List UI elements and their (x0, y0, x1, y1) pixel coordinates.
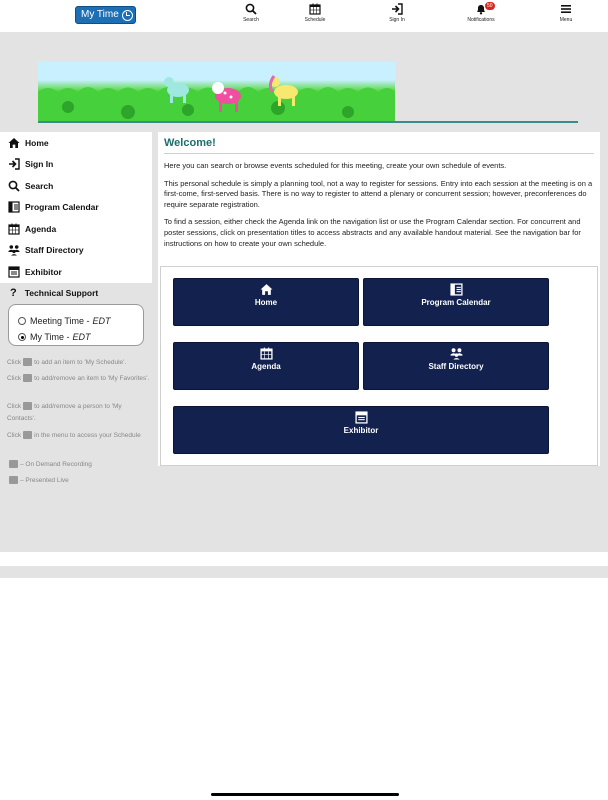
program-calendar-icon (450, 283, 463, 296)
nav-search[interactable] (221, 3, 281, 23)
meeting-banner (38, 62, 395, 122)
help-text: Click (7, 432, 22, 439)
nav-schedule-label: Schedule (304, 17, 326, 23)
sidebar-item-exhibitor[interactable] (0, 261, 152, 283)
timezone-label: Meeting Time - (30, 316, 90, 326)
sidebar-nav (0, 132, 152, 283)
tile-label: Agenda (251, 362, 281, 371)
find-session-paragraph: To find a session, either check the Agenda link on the navigation list or use the Program Calendar section. For concurrent and poster sessions, click on presentation titles to access abstracts and any available handout material. See the navigation bar for instructions on how to create your own schedule. (164, 217, 581, 248)
help-text: in the menu to access your Schedule (34, 432, 141, 439)
help-text: – On Demand Recording (20, 461, 92, 468)
tile-home[interactable] (173, 278, 359, 326)
sidebar-item-sign-in[interactable] (0, 154, 152, 176)
ponies-banner-image (38, 62, 395, 122)
sidebar-item-program-calendar[interactable] (0, 197, 152, 219)
timezone-selector (8, 304, 144, 346)
help-text: – Presented Live (20, 477, 69, 484)
help-access-schedule (7, 430, 152, 442)
program-calendar-icon (8, 201, 20, 213)
agenda-icon (260, 347, 273, 360)
technical-support-label: Technical Support (24, 288, 99, 298)
nav-sign-in-label: Sign In (389, 17, 405, 23)
tile-label: Exhibitor (343, 426, 379, 435)
tile-label: Home (254, 298, 278, 307)
help-add-contacts (7, 401, 152, 425)
nav-sign-in[interactable] (367, 3, 427, 23)
exhibitor-icon (355, 411, 368, 424)
search-icon (8, 180, 20, 192)
top-bar (0, 0, 608, 32)
nav-notifications[interactable] (451, 3, 511, 23)
page-title: Welcome! (164, 132, 594, 154)
staff-directory-icon (450, 347, 463, 360)
nav-menu[interactable] (536, 3, 596, 23)
technical-support-link[interactable] (10, 287, 98, 299)
help-text: to add an item to 'My Schedule'. (34, 359, 127, 366)
timezone-option-my-time[interactable] (18, 329, 143, 345)
timezone-option-meeting[interactable] (18, 313, 143, 329)
sidebar-item-label: Agenda (25, 223, 57, 234)
calendar-icon (309, 3, 321, 15)
tile-exhibitor[interactable] (173, 406, 549, 454)
presentation-icon (9, 476, 18, 484)
help-text: Click (7, 403, 22, 410)
home-icon (8, 137, 20, 149)
nav-menu-label: Menu (559, 17, 573, 23)
radio-meeting-time[interactable] (18, 317, 26, 325)
intro-paragraph: Here you can search or browse events scheduled for this meeting, create your own schedule of events. (164, 161, 507, 170)
timezone-zone: EDT (92, 316, 111, 326)
sidebar-item-label: Exhibitor (25, 266, 62, 277)
hamburger-icon (560, 3, 572, 15)
help-on-demand (7, 459, 152, 471)
sidebar-item-label: Sign In (25, 159, 54, 170)
sign-in-icon (391, 3, 403, 15)
schedule-icon (23, 431, 32, 439)
video-camera-icon (9, 460, 18, 468)
banner-divider (38, 121, 578, 123)
sidebar-item-home[interactable] (0, 132, 152, 154)
help-add-favorites (7, 373, 152, 385)
sidebar-item-label: Home (25, 137, 49, 148)
help-text: to add/remove a person to 'My Contacts'. (7, 403, 122, 422)
sidebar-item-label: Search (25, 180, 54, 191)
home-icon (260, 283, 273, 296)
footer-strip (0, 566, 608, 578)
notification-badge: 50 (487, 3, 493, 9)
main-content (158, 132, 600, 466)
sidebar-item-staff-directory[interactable] (0, 240, 152, 262)
help-presented-live (7, 475, 152, 487)
sidebar-item-label: Program Calendar (25, 202, 99, 213)
sidebar-item-agenda[interactable] (0, 218, 152, 240)
agenda-icon (8, 223, 20, 235)
star-icon (23, 374, 32, 382)
question-icon: ? (10, 287, 17, 299)
tile-label: Program Calendar (421, 298, 491, 307)
help-text: Click (7, 359, 22, 366)
nav-notifications-label: Notifications (467, 17, 495, 23)
sign-in-icon (8, 158, 20, 170)
radio-my-time[interactable] (18, 333, 26, 341)
tile-staff-directory[interactable] (363, 342, 549, 390)
timezone-label: My Time - (30, 332, 70, 342)
tile-program-calendar[interactable] (363, 278, 549, 326)
exhibitor-icon (8, 266, 20, 278)
nav-schedule[interactable] (285, 3, 345, 23)
help-text: Click (7, 375, 22, 382)
home-indicator (211, 793, 399, 796)
tile-label: Staff Directory (428, 362, 484, 371)
plus-icon (23, 358, 32, 366)
my-time-label: My Time (81, 9, 119, 20)
tile-agenda[interactable] (173, 342, 359, 390)
person-icon (23, 402, 32, 410)
sidebar-item-label: Staff Directory (25, 245, 84, 256)
sidebar-item-search[interactable] (0, 175, 152, 197)
help-add-schedule (7, 357, 152, 369)
help-text: to add/remove an item to 'My Favorites'. (34, 375, 150, 382)
my-time-button[interactable] (75, 6, 136, 24)
search-icon (245, 3, 257, 15)
timezone-zone: EDT (72, 332, 91, 342)
quick-links-panel (160, 266, 598, 466)
clock-icon (122, 10, 133, 21)
staff-directory-icon (8, 244, 20, 256)
nav-search-label: Search (243, 17, 259, 23)
schedule-paragraph: This personal schedule is simply a planning tool, not a way to register for sessions. Entry into each session at the meeting is on a first-come, first-served basis. There is no way to register to attend a plenary or concurrent session; however, preconferences do require separate registration. (164, 178, 593, 209)
